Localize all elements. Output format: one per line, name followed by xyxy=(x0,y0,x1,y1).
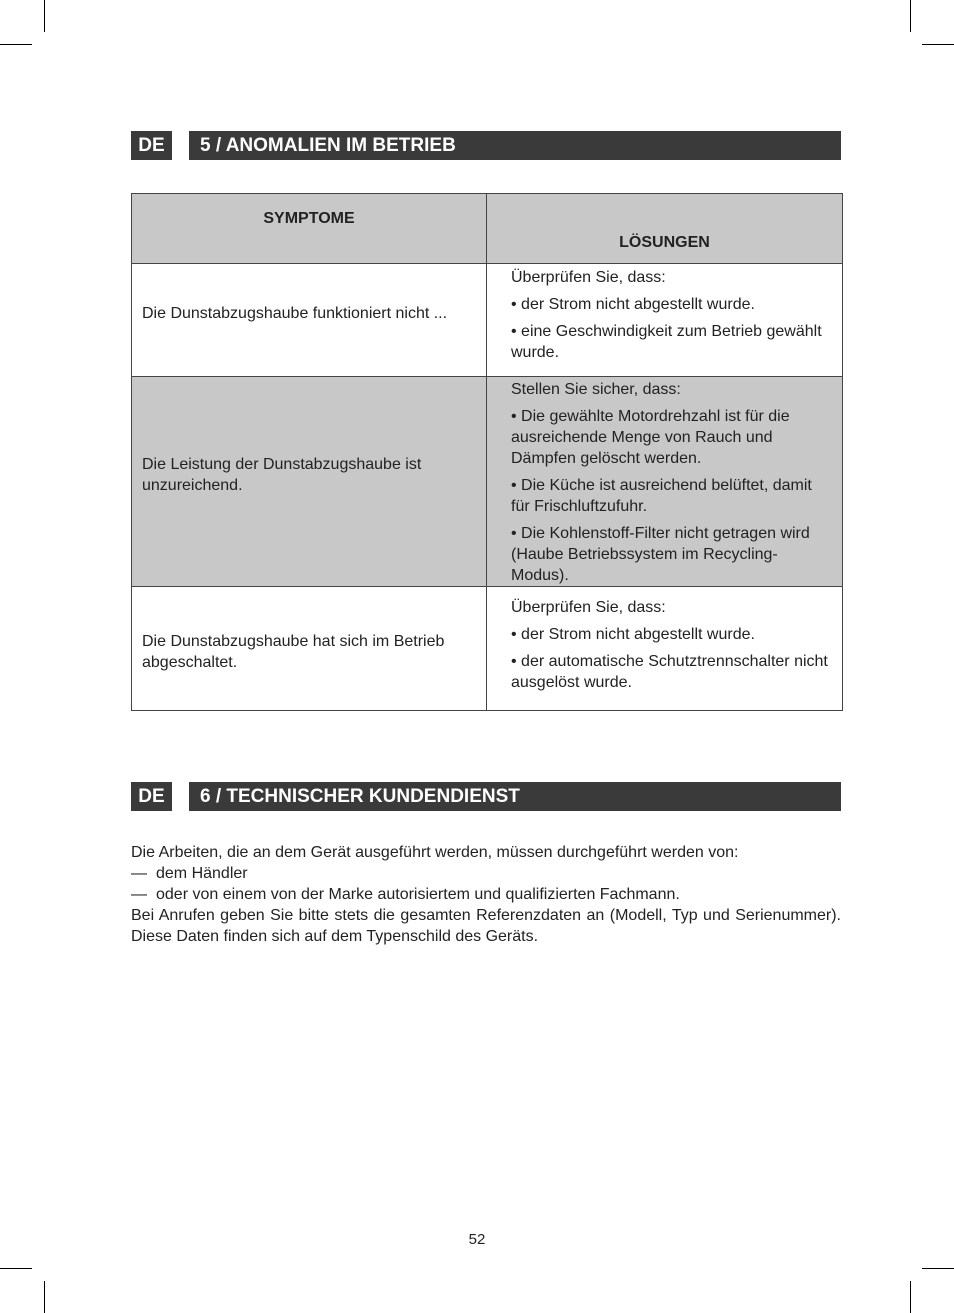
table-row xyxy=(132,264,843,377)
list-item xyxy=(131,884,841,905)
symptom-cell xyxy=(132,377,487,587)
solution-line: • der Strom nicht abgestellt wurde. xyxy=(511,626,755,643)
service-text xyxy=(131,842,841,947)
crop-mark xyxy=(910,1281,911,1313)
page-number: 52 xyxy=(468,1231,486,1248)
section-6-heading xyxy=(131,782,841,811)
solution-cell xyxy=(487,264,843,377)
solution-cell xyxy=(487,587,843,711)
solution-line: • eine Geschwindigkeit zum Betrieb gewählt wurde. xyxy=(511,323,822,361)
symptom-text: Die Dunstabzugshaube funktioniert nicht ... xyxy=(142,304,448,322)
symptom-cell xyxy=(132,264,487,377)
table-row xyxy=(132,587,843,711)
table-header-row xyxy=(132,194,843,264)
crop-mark xyxy=(44,1281,45,1313)
solution-line: • Die Kohlenstoff-Filter nicht getragen wird (Haube Betriebssystem im Recycling-Modus). xyxy=(511,525,810,584)
language-badge: DE xyxy=(131,131,172,160)
symptom-text: Die Leistung der Dunstabzugshaube ist unzureichend. xyxy=(142,455,422,494)
section-5-heading xyxy=(131,131,841,160)
solution-line: • der Strom nicht abgestellt wurde. xyxy=(511,296,755,313)
symptom-cell xyxy=(132,587,487,711)
crop-mark xyxy=(0,44,32,45)
solution-line: Überprüfen Sie, dass: xyxy=(511,599,666,616)
dash-bullet: — xyxy=(131,886,147,903)
troubleshooting-table xyxy=(131,193,843,711)
table-row xyxy=(132,377,843,587)
crop-mark xyxy=(922,44,954,45)
list-item-text: dem Händler xyxy=(156,865,248,882)
dash-bullet: — xyxy=(131,865,147,882)
solution-line: • Die Küche ist ausreichend belüftet, damit für Frischluftzufuhr. xyxy=(511,477,812,515)
solution-cell xyxy=(487,377,843,587)
list-item-text: oder von einem von der Marke autorisiertem und qualifizierten Fachmann. xyxy=(156,886,680,903)
solution-line: • Die gewählte Motordrehzahl ist für die ausreichende Menge von Rauch und Dämpfen gelöscht werden. xyxy=(511,408,790,467)
column-header-symptom: SYMPTOME xyxy=(132,194,487,264)
list-item xyxy=(131,863,841,884)
solution-line: • der automatische Schutztrennschalter nicht ausgelöst wurde. xyxy=(511,653,828,691)
section-title: 5 / ANOMALIEN IM BETRIEB xyxy=(189,131,841,160)
symptom-text: Die Dunstabzugshaube hat sich im Betrieb abgeschaltet. xyxy=(142,632,445,671)
crop-mark xyxy=(44,0,45,32)
crop-mark xyxy=(922,1268,954,1269)
crop-mark xyxy=(910,0,911,32)
intro-paragraph: Die Arbeiten, die an dem Gerät ausgeführt werden, müssen durchgeführt werden von: xyxy=(131,844,739,861)
solution-line: Stellen Sie sicher, dass: xyxy=(511,381,681,398)
language-badge: DE xyxy=(131,782,172,811)
section-title: 6 / TECHNISCHER KUNDENDIENST xyxy=(189,782,841,811)
crop-mark xyxy=(0,1268,32,1269)
solution-line: Überprüfen Sie, dass: xyxy=(511,269,666,286)
closing-paragraph: Bei Anrufen geben Sie bitte stets die gesamten Referenzdaten an (Modell, Typ und Serienummer). Diese Daten finden sich auf dem Typenschild des Geräts. xyxy=(131,907,841,945)
column-header-solution: LÖSUNGEN xyxy=(487,194,843,264)
